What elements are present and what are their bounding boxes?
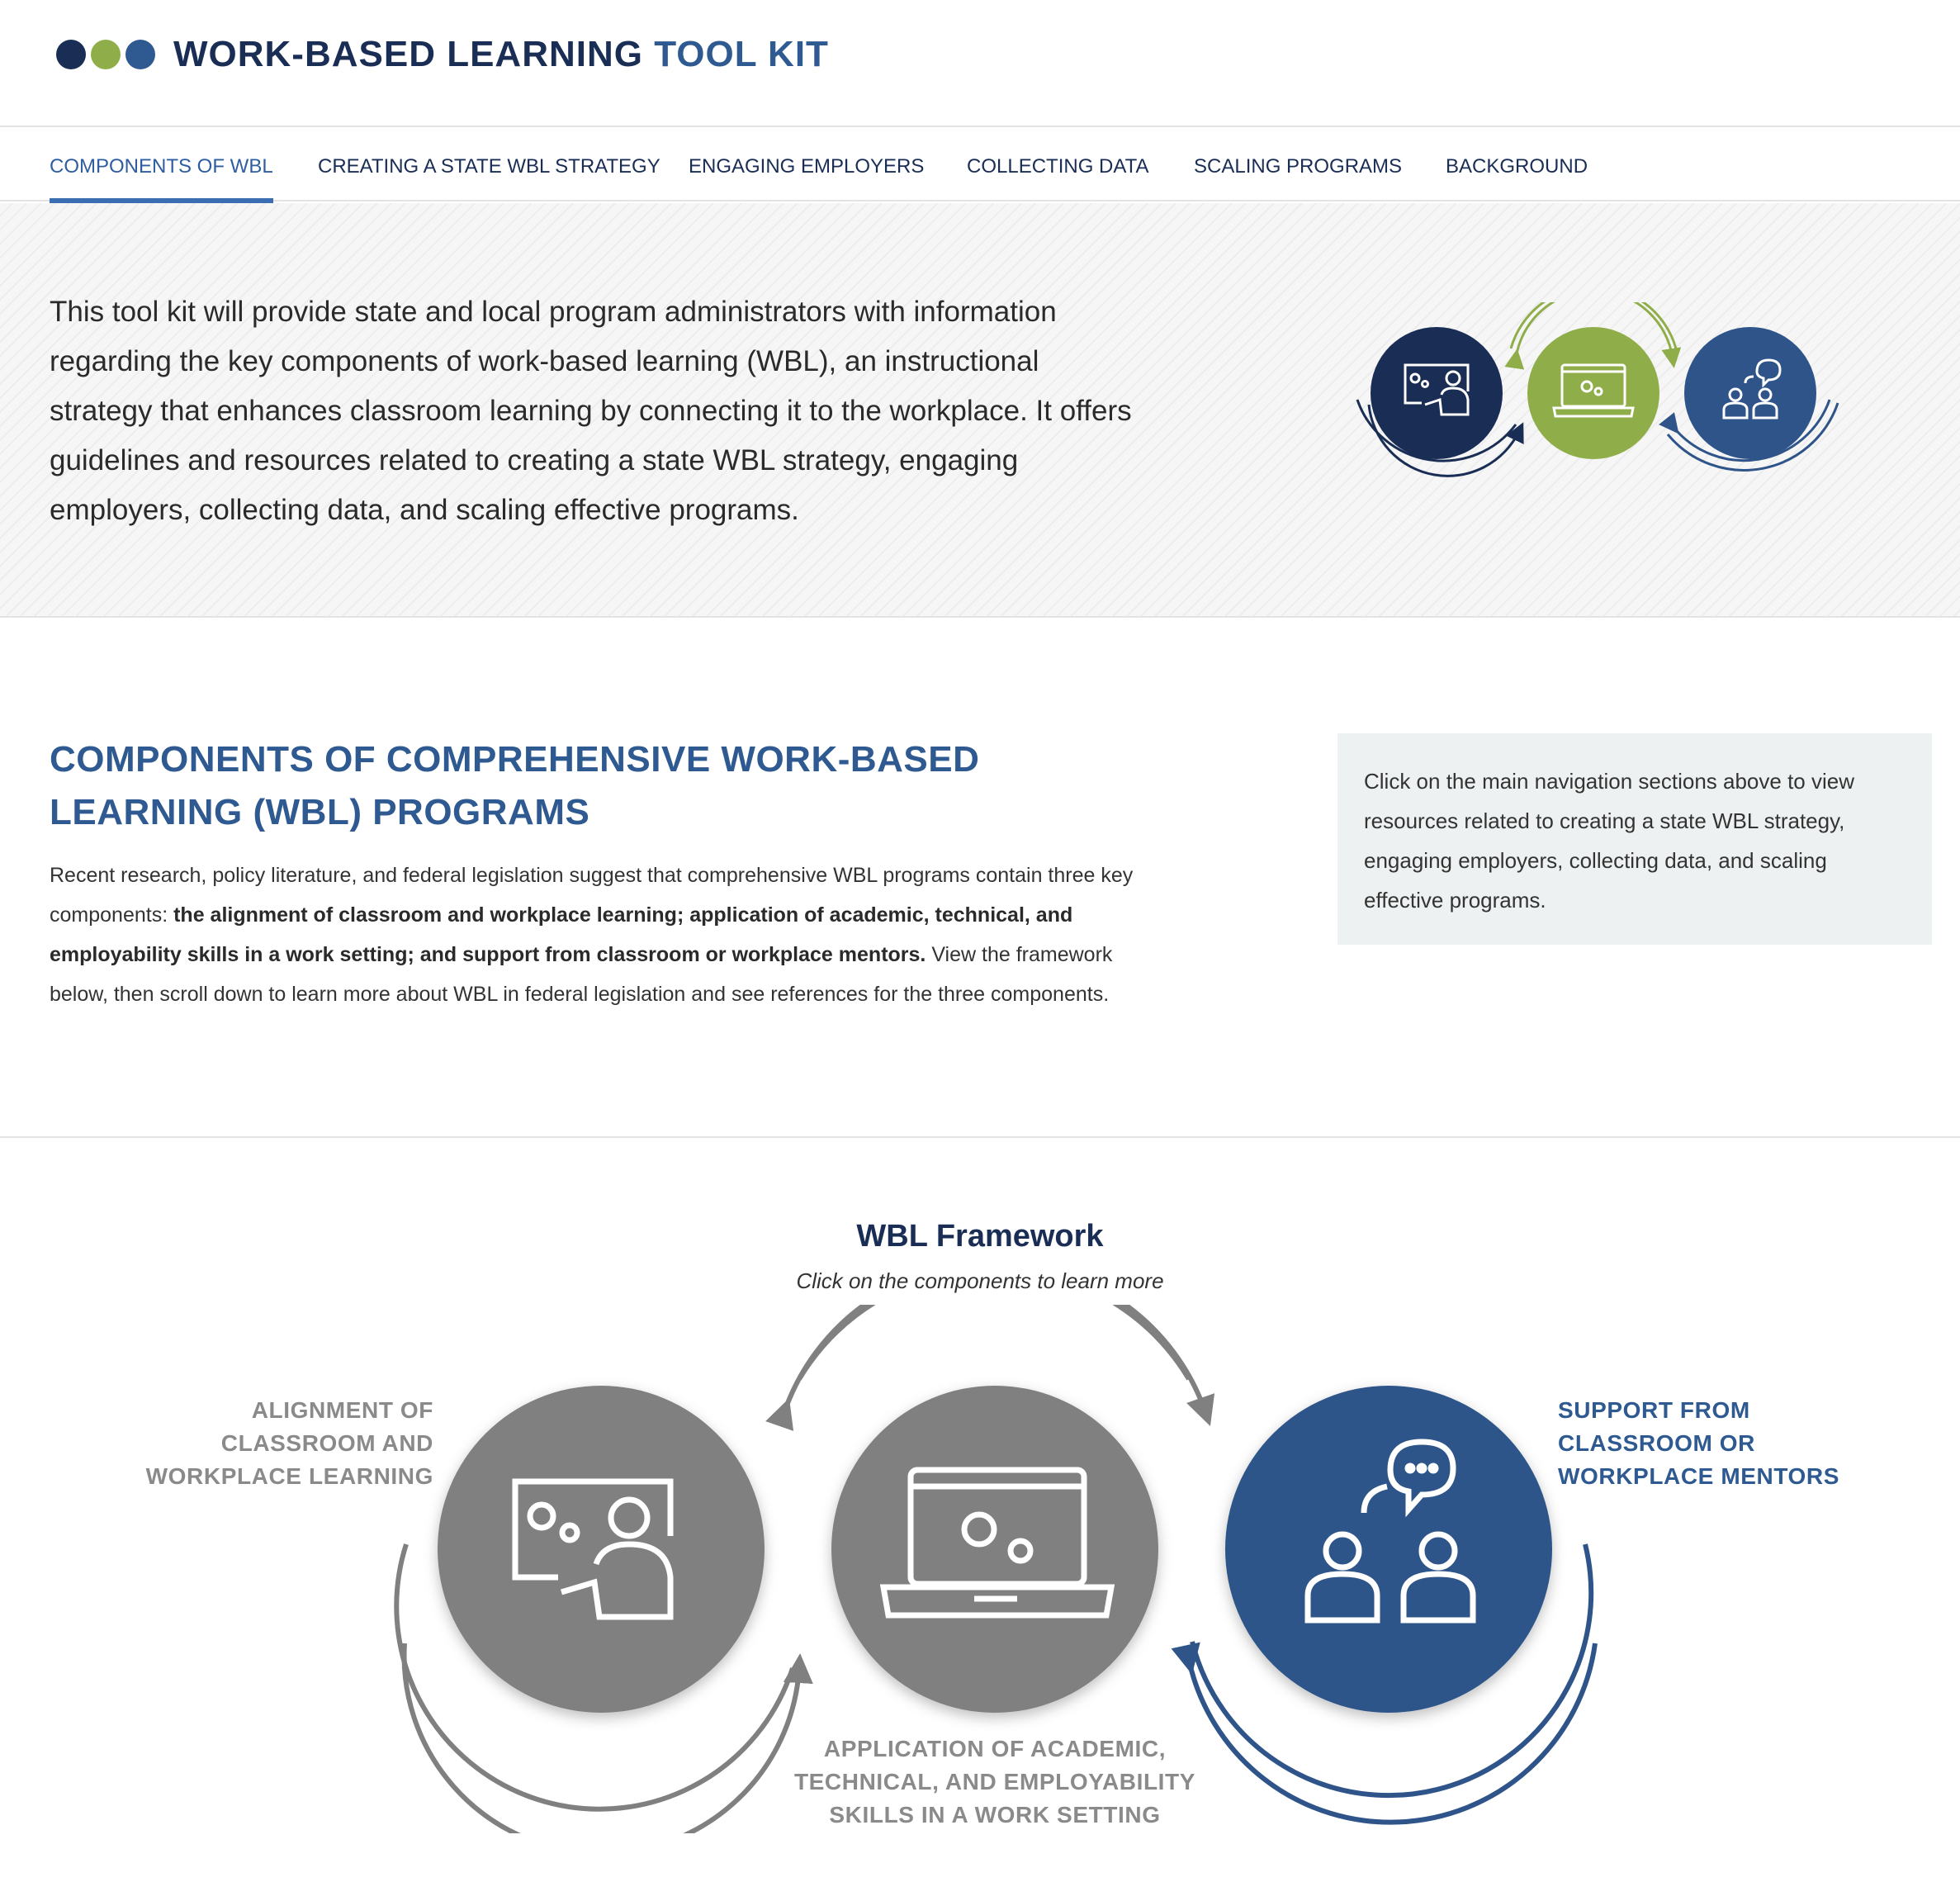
components-section (0, 619, 1960, 1138)
framework-label-alignment-line2: CLASSROOM AND (220, 1430, 433, 1456)
framework-label-alignment[interactable] (99, 1394, 433, 1493)
framework-label-support-line1: SUPPORT FROM (1558, 1397, 1750, 1423)
framework-label-alignment-line1: ALIGNMENT OF (251, 1397, 433, 1423)
hero-circle-green (1527, 327, 1659, 459)
framework-label-application-line1: APPLICATION OF ACADEMIC, (823, 1736, 1167, 1761)
hero-intro-text: This tool kit will provide state and local program administrators with information regarding the key components of work-based learning (WBL), an instructional strategy that enhances classroom learning by connecting it to the workplace. It offers guidelines and resources related to creating a state WBL strategy, engaging employers, collecting data, and scaling effective programs. (50, 296, 1132, 526)
logo-dot-green (91, 40, 121, 69)
framework-circle-alignment[interactable] (438, 1386, 765, 1713)
components-heading: COMPONENTS OF COMPREHENSIVE WORK-BASED LEARNING (WBL) PROGRAMS (50, 739, 980, 832)
logo-dot-blue (125, 40, 155, 69)
hero-cycle-graphic (1346, 302, 1841, 509)
nav-creating-state-wbl-strategy[interactable]: CREATING A STATE WBL STRATEGY (318, 155, 660, 178)
main-nav (0, 129, 1960, 201)
nav-collecting-data[interactable]: COLLECTING DATA (967, 155, 1149, 178)
framework-label-support[interactable] (1558, 1394, 1888, 1493)
framework-label-support-line2: CLASSROOM OR (1558, 1430, 1755, 1456)
components-intro: Recent research, policy literature, and federal legislation suggest that comprehensive WBL programs contain three key components: (50, 864, 1134, 927)
components-body (50, 856, 1139, 1014)
framework-arc-top-outer (799, 1305, 1189, 1379)
framework-label-alignment-line3: WORKPLACE LEARNING (145, 1463, 433, 1489)
site-title (173, 34, 829, 75)
nav-background[interactable]: BACKGROUND (1446, 155, 1588, 178)
hero-circle-navy (1371, 327, 1503, 459)
hero-banner (0, 203, 1960, 618)
hero-circle-blue (1684, 327, 1816, 459)
logo-dots (56, 40, 155, 69)
navigation-tip-box (1337, 733, 1932, 945)
framework-circle-application[interactable] (831, 1386, 1158, 1713)
nav-components-of-wbl[interactable]: COMPONENTS OF WBL (50, 129, 273, 201)
components-outro: View the framework below, then scroll down to learn more about WBL in federal legislation and see references for the three components. (50, 943, 1113, 1006)
site-logo[interactable] (56, 30, 829, 79)
site-header (0, 0, 1960, 127)
navigation-tip-text: Click on the main navigation sections above to view resources related to creating a state WBL strategy, engaging employers, collecting data, and scaling effective programs. (1364, 769, 1854, 913)
framework-label-support-line3: WORKPLACE MENTORS (1558, 1463, 1840, 1489)
logo-dot-navy (56, 40, 86, 69)
framework-label-application-line3: SKILLS IN A WORK SETTING (829, 1802, 1161, 1828)
framework-subtitle: Click on the components to learn more (796, 1268, 1164, 1293)
nav-scaling-programs[interactable]: SCALING PROGRAMS (1194, 155, 1403, 178)
framework-label-application[interactable] (784, 1733, 1205, 1832)
framework-label-application-line2: TECHNICAL, AND EMPLOYABILITY (793, 1769, 1196, 1794)
nav-engaging-employers[interactable]: ENGAGING EMPLOYERS (689, 155, 925, 178)
site-title-accent: TOOL KIT (654, 34, 829, 74)
site-title-main: WORK-BASED LEARNING (173, 34, 643, 74)
framework-circle-support[interactable] (1225, 1386, 1552, 1713)
components-bold: the alignment of classroom and workplace learning; application of academic, technical, and employability skills in a work setting; and support from classroom or workplace mentors. (50, 903, 1073, 966)
framework-title: WBL Framework (856, 1219, 1104, 1254)
